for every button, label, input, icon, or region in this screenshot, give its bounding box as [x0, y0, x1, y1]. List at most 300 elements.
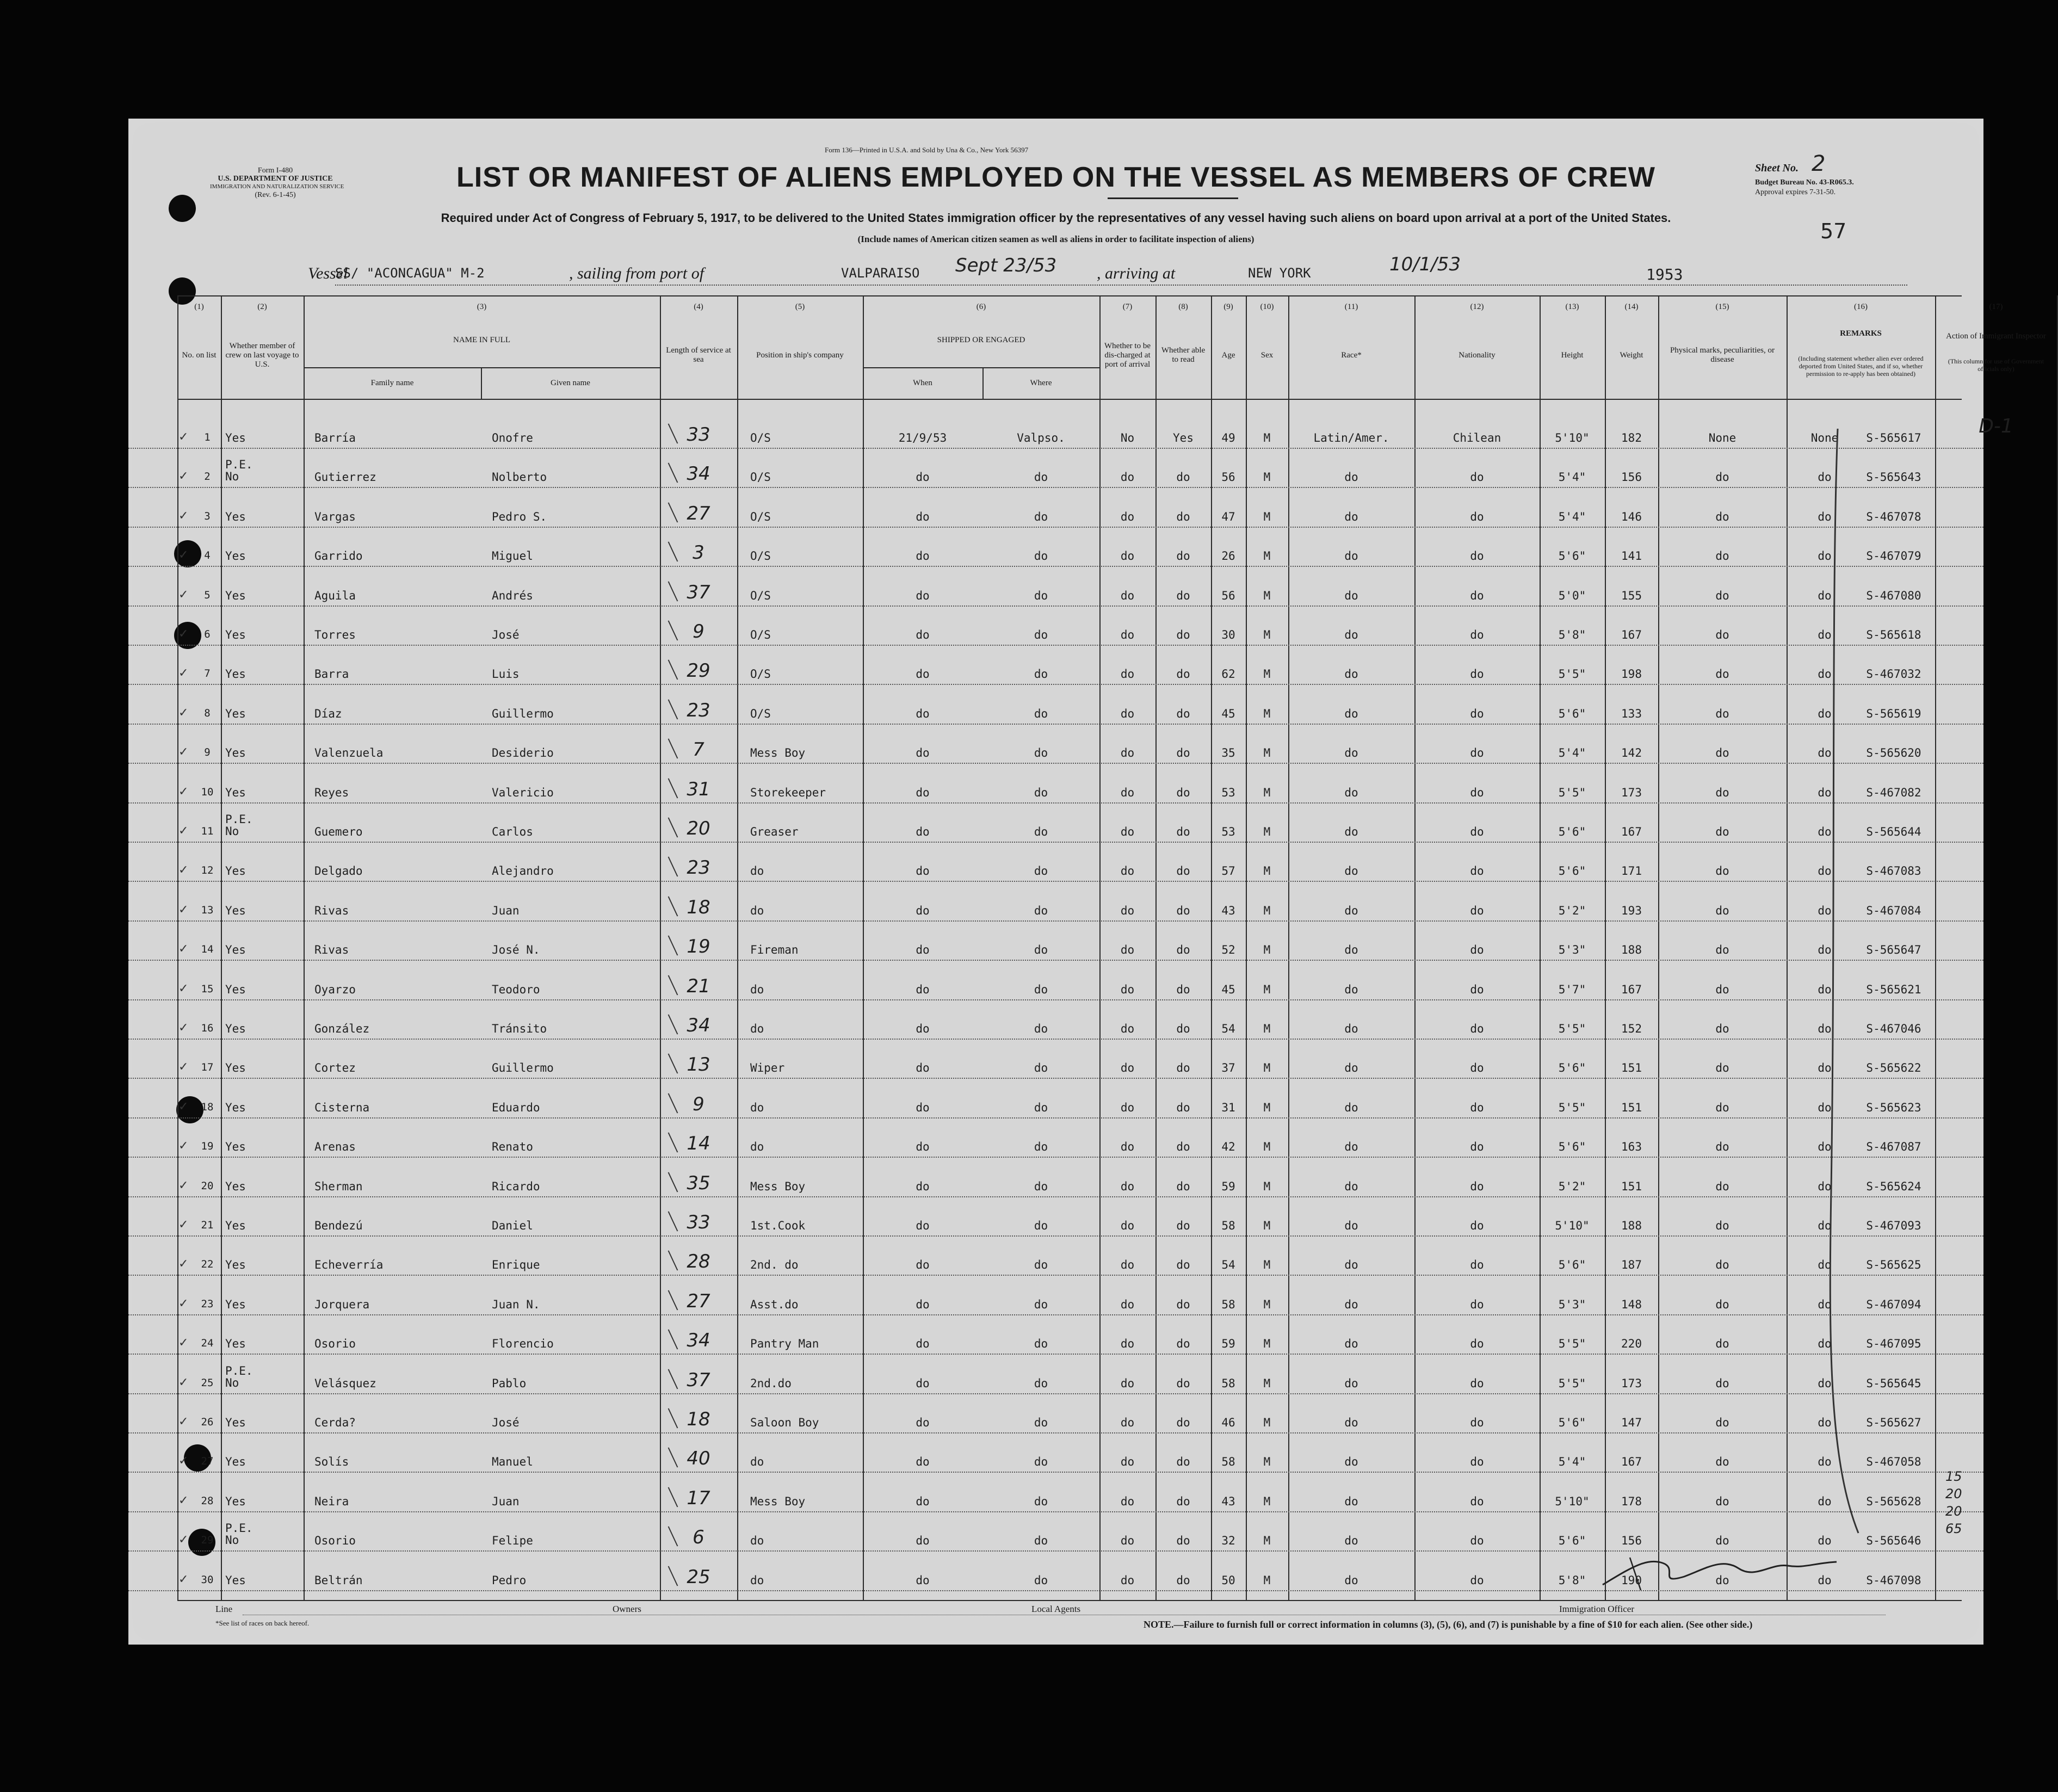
cell-nat: do: [1470, 825, 1484, 838]
table-bottom-border: [177, 1600, 1962, 1601]
cell-height: 5'5": [1558, 1337, 1586, 1351]
cell-when: do: [916, 864, 930, 878]
cell-prev: Yes: [225, 589, 246, 602]
row-number: 29: [201, 1534, 214, 1547]
cell-where: Valpso.: [1017, 431, 1065, 444]
cell-nat: do: [1470, 1140, 1484, 1154]
arriving-port: NEW YORK: [1248, 265, 1311, 281]
cell-sex: M: [1263, 471, 1271, 484]
cell-age: 62: [1221, 668, 1235, 681]
cell-position: do: [750, 1455, 764, 1469]
cell-disch: do: [1120, 471, 1135, 484]
cell-position: Wiper: [750, 1061, 785, 1075]
cell-age: 45: [1221, 982, 1235, 996]
cell-family: Rivas: [314, 904, 349, 917]
row-number: 9: [204, 746, 211, 759]
column-number: (7): [1122, 302, 1133, 311]
cell-height: 5'7": [1558, 982, 1586, 996]
cell-sex: M: [1263, 904, 1271, 917]
row-number: 14: [201, 943, 214, 956]
cell-where: do: [1034, 943, 1048, 957]
cell-when: do: [916, 471, 930, 484]
column-header-11: Race*: [1341, 350, 1362, 360]
cell-nat: do: [1470, 1455, 1484, 1469]
cell-where: do: [1034, 1416, 1048, 1429]
cell-remarks: do: [1818, 549, 1832, 563]
column-header-14: Weight: [1620, 350, 1643, 360]
cell-marks: do: [1715, 471, 1729, 484]
column-number: (17): [1989, 302, 2003, 311]
cell-service: 31: [687, 778, 710, 800]
cell-family: Beltrán: [314, 1573, 363, 1587]
cell-remarks: do: [1818, 1022, 1832, 1035]
row-number: 11: [201, 825, 214, 837]
action-subheader: (This column for use of Government officials only): [1948, 357, 2044, 373]
row-rule: [128, 763, 1983, 764]
cell-read: do: [1176, 982, 1190, 996]
year: 1953: [1646, 265, 1683, 283]
cell-race: do: [1344, 943, 1358, 957]
cell-race: do: [1344, 825, 1358, 838]
cell-race: do: [1344, 864, 1358, 878]
cell-race: do: [1344, 1297, 1358, 1311]
cell-nat: do: [1470, 904, 1484, 917]
cell-cert: S-467084: [1866, 904, 1921, 917]
cell-family: Reyes: [314, 786, 349, 799]
cell-where: do: [1034, 1494, 1048, 1508]
local-agents-label: Local Agents: [1031, 1604, 1081, 1614]
cell-nat: do: [1470, 1061, 1484, 1075]
cell-weight: 171: [1621, 864, 1642, 878]
punch-hole: [169, 277, 196, 305]
cell-marks: do: [1715, 904, 1729, 917]
cell-age: 58: [1221, 1376, 1235, 1390]
cell-family: Torres: [314, 628, 356, 641]
cell-when: do: [916, 510, 930, 523]
cell-weight: 198: [1621, 668, 1642, 681]
cell-prev: Yes: [225, 904, 246, 917]
cell-position: 2nd.do: [750, 1376, 792, 1390]
column-header-3: NAME IN FULL: [453, 336, 510, 344]
cell-service: 34: [687, 463, 710, 485]
cell-age: 35: [1221, 746, 1235, 760]
revision: (Rev. 6-1-45): [255, 191, 296, 199]
row-rule: [128, 920, 1983, 922]
cell-disch: do: [1120, 628, 1135, 641]
cell-read: do: [1176, 904, 1190, 917]
page-title: LIST OR MANIFEST OF ALIENS EMPLOYED ON THE VESSEL AS MEMBERS OF CREW: [456, 162, 1655, 193]
check-mark-icon: ✓: [178, 1572, 189, 1586]
cell-position: do: [750, 1140, 764, 1154]
cell-family: Echeverría: [314, 1258, 384, 1272]
cell-remarks: do: [1818, 471, 1832, 484]
cell-prev: Yes: [225, 431, 246, 444]
cell-race: do: [1344, 549, 1358, 563]
cell-read: do: [1176, 1219, 1190, 1232]
cell-race: do: [1344, 1534, 1358, 1548]
row-rule: [128, 842, 1983, 843]
cell-family: Neira: [314, 1494, 349, 1508]
cell-disch: do: [1120, 825, 1135, 838]
cell-prev: Yes: [225, 786, 246, 799]
cell-marks: do: [1715, 982, 1729, 996]
cell-cert: S-565622: [1866, 1061, 1921, 1075]
cell-given: José: [492, 628, 520, 641]
check-mark-icon: ✓: [178, 1139, 189, 1153]
cell-marks: do: [1715, 1337, 1729, 1351]
column-number: (8): [1178, 302, 1188, 311]
cell-age: 56: [1221, 471, 1235, 484]
cell-where: do: [1034, 1534, 1048, 1548]
cell-height: 5'5": [1558, 786, 1586, 799]
cell-cert: S-467078: [1866, 510, 1921, 523]
row-number: 6: [204, 628, 211, 640]
service: IMMIGRATION AND NATURALIZATION SERVICE: [210, 183, 344, 190]
cell-family: Sherman: [314, 1179, 363, 1193]
column-header-2: Whether member of crew on last voyage to U.S.: [225, 341, 299, 369]
cell-marks: do: [1715, 1534, 1729, 1548]
form-id: Form I-480: [257, 166, 293, 175]
cell-position: O/S: [750, 589, 771, 602]
cell-when: do: [916, 1061, 930, 1075]
manifest-sheet: [128, 119, 2046, 1645]
row-number: 13: [201, 904, 214, 916]
cell-remarks: do: [1818, 1573, 1832, 1587]
cell-remarks: do: [1818, 589, 1832, 602]
cell-when: do: [916, 1534, 930, 1548]
cell-given: Florencio: [492, 1337, 554, 1351]
cell-height: 5'8": [1558, 1573, 1586, 1587]
cell-sex: M: [1263, 1022, 1271, 1035]
cell-nat: do: [1470, 1573, 1484, 1587]
cell-remarks: do: [1818, 1455, 1832, 1469]
row-number: 23: [201, 1297, 214, 1310]
cell-marks: do: [1715, 1455, 1729, 1469]
check-mark-icon: ✓: [178, 1060, 189, 1074]
cell-family: Aguila: [314, 589, 356, 602]
column-number: (4): [694, 302, 703, 311]
cell-sex: M: [1263, 943, 1271, 957]
cell-service: 6: [693, 1527, 704, 1549]
cell-disch: do: [1120, 904, 1135, 917]
row-rule: [128, 999, 1983, 1000]
cell-action: D-1: [1979, 415, 2013, 437]
cell-prev: Yes: [225, 1416, 246, 1429]
cell-when: 21/9/53: [898, 431, 947, 444]
column-header-7: Whether to be dis-charged at port of arrival: [1104, 341, 1151, 369]
cell-given: Teodoro: [492, 982, 540, 996]
line-label: Line: [215, 1604, 233, 1614]
cell-given: Valericio: [492, 786, 554, 799]
cell-age: 47: [1221, 510, 1235, 523]
cell-remarks: do: [1818, 1140, 1832, 1154]
cell-given: Carlos: [492, 825, 533, 838]
cell-sex: M: [1263, 510, 1271, 523]
cell-position: Mess Boy: [750, 746, 806, 760]
check-mark-icon: ✓: [178, 1415, 189, 1429]
row-number: 4: [204, 549, 211, 562]
cell-weight: 178: [1621, 1494, 1642, 1508]
row-number: 28: [201, 1494, 214, 1507]
cell-nat: do: [1470, 864, 1484, 878]
cell-sex: M: [1263, 1416, 1271, 1429]
cell-where: do: [1034, 825, 1048, 838]
cell-family: Delgado: [314, 864, 363, 878]
cell-weight: 151: [1621, 1061, 1642, 1075]
cell-read: do: [1176, 1297, 1190, 1311]
cell-family: Jorquera: [314, 1297, 370, 1311]
cell-cert: S-565645: [1866, 1376, 1921, 1390]
vessel-underline: [335, 285, 1907, 286]
cell-nat: do: [1470, 1534, 1484, 1548]
cell-weight: 187: [1621, 1258, 1642, 1272]
cell-age: 59: [1221, 1337, 1235, 1351]
cell-sex: M: [1263, 1061, 1271, 1075]
column-header-15: Physical marks, peculiarities, or disease: [1670, 346, 1775, 364]
cell-when: do: [916, 1337, 930, 1351]
cell-read: do: [1176, 549, 1190, 563]
cell-height: 5'4": [1558, 1455, 1586, 1469]
cell-family: Vargas: [314, 510, 356, 523]
cell-family: Valenzuela: [314, 746, 384, 760]
cell-weight: 133: [1621, 707, 1642, 720]
row-rule: [128, 1117, 1983, 1119]
cell-disch: do: [1120, 510, 1135, 523]
cell-height: 5'0": [1558, 589, 1586, 602]
check-mark-icon: ✓: [178, 1021, 189, 1035]
department: U.S. DEPARTMENT OF JUSTICE: [218, 175, 333, 183]
cell-prev: P.E. No: [225, 813, 253, 838]
cell-age: 58: [1221, 1219, 1235, 1232]
cell-nat: do: [1470, 471, 1484, 484]
cell-race: do: [1344, 510, 1358, 523]
cell-disch: do: [1120, 589, 1135, 602]
cell-read: do: [1176, 825, 1190, 838]
cell-cert: S-467058: [1866, 1455, 1921, 1469]
cell-read: do: [1176, 1337, 1190, 1351]
cell-when: do: [916, 668, 930, 681]
check-mark-icon: ✓: [178, 1533, 189, 1547]
cell-race: do: [1344, 1140, 1358, 1154]
cell-service: 7: [693, 739, 704, 761]
cell-disch: do: [1120, 1219, 1135, 1232]
cell-given: Tránsito: [492, 1022, 547, 1035]
cell-where: do: [1034, 628, 1048, 641]
check-mark-icon: ✓: [178, 1257, 189, 1271]
cell-cert: S-565619: [1866, 707, 1921, 720]
cell-height: 5'6": [1558, 1061, 1586, 1075]
cell-when: do: [916, 746, 930, 760]
cell-given: Juan N.: [492, 1297, 540, 1311]
row-rule: [128, 1472, 1983, 1473]
cell-remarks: None: [1810, 431, 1839, 444]
cell-cert: S-565618: [1866, 628, 1921, 641]
cell-weight: 167: [1621, 628, 1642, 641]
cell-marks: do: [1715, 825, 1729, 838]
cell-given: Guillermo: [492, 707, 554, 720]
cell-given: Daniel: [492, 1219, 533, 1232]
cell-family: Guemero: [314, 825, 363, 838]
cell-nat: Chilean: [1453, 431, 1501, 444]
cell-family: Cerda?: [314, 1416, 356, 1429]
cell-given: José N.: [492, 943, 540, 957]
cell-when: do: [916, 1416, 930, 1429]
arrival-date-handwritten: 10/1/53: [1389, 254, 1461, 275]
cell-age: 31: [1221, 1101, 1235, 1114]
cell-service: 17: [687, 1487, 710, 1509]
title-underline: [1108, 197, 1238, 199]
cell-height: 5'2": [1558, 904, 1586, 917]
cell-where: do: [1034, 864, 1048, 878]
cell-cert: S-467093: [1866, 1219, 1921, 1232]
cell-where: do: [1034, 1573, 1048, 1587]
cell-read: do: [1176, 471, 1190, 484]
cell-position: Mess Boy: [750, 1494, 806, 1508]
cell-read: do: [1176, 589, 1190, 602]
cell-where: do: [1034, 1219, 1048, 1232]
cell-sex: M: [1263, 864, 1271, 878]
cell-disch: do: [1120, 1534, 1135, 1548]
cell-family: Díaz: [314, 707, 342, 720]
owners-label: Owners: [613, 1604, 641, 1614]
column-header-13: Height: [1561, 350, 1584, 360]
cell-when: do: [916, 1455, 930, 1469]
column-header-16: REMARKS: [1840, 329, 1882, 338]
cell-position: do: [750, 982, 764, 996]
column-header-17: Action of Immigrant Inspector: [1946, 331, 2046, 341]
cell-nat: do: [1470, 1101, 1484, 1114]
cell-position: O/S: [750, 549, 771, 563]
cell-read: do: [1176, 1455, 1190, 1469]
row-rule: [128, 1314, 1983, 1315]
cell-given: Alejandro: [492, 864, 554, 878]
cell-remarks: do: [1818, 786, 1832, 799]
row-rule: [128, 1157, 1983, 1158]
cell-height: 5'4": [1558, 471, 1586, 484]
cell-given: Pablo: [492, 1376, 527, 1390]
cell-given: Renato: [492, 1140, 533, 1154]
row-rule: [128, 566, 1983, 567]
cell-marks: do: [1715, 668, 1729, 681]
races-note: *See list of races on back hereof.: [215, 1619, 310, 1627]
cell-given: Guillermo: [492, 1061, 554, 1075]
approval-expires: Approval expires 7-31-50.: [1755, 188, 1836, 196]
cell-cert: S-467046: [1866, 1022, 1921, 1035]
check-mark-icon: ✓: [178, 509, 189, 523]
cell-where: do: [1034, 589, 1048, 602]
cell-disch: do: [1120, 1376, 1135, 1390]
budget-bureau: Budget Bureau No. 43-R065.3.: [1755, 178, 1854, 187]
cell-remarks: do: [1818, 1297, 1832, 1311]
cell-height: 5'10": [1555, 431, 1590, 444]
cell-when: do: [916, 1258, 930, 1272]
cell-remarks: do: [1818, 1101, 1832, 1114]
column-number: (5): [795, 302, 805, 311]
cell-weight: 167: [1621, 982, 1642, 996]
cell-service: 3: [693, 542, 704, 564]
cell-disch: do: [1120, 1455, 1135, 1469]
cell-read: do: [1176, 1022, 1190, 1035]
cell-remarks: do: [1818, 746, 1832, 760]
cell-weight: 146: [1621, 510, 1642, 523]
cell-prev: Yes: [225, 1297, 246, 1311]
row-rule: [128, 1275, 1983, 1276]
cell-read: do: [1176, 1179, 1190, 1193]
cell-where: do: [1034, 1179, 1048, 1193]
cell-read: do: [1176, 1534, 1190, 1548]
cell-given: Eduardo: [492, 1101, 540, 1114]
cell-prev: Yes: [225, 1573, 246, 1587]
cell-race: Latin/Amer.: [1313, 431, 1389, 444]
cell-where: do: [1034, 1337, 1048, 1351]
row-rule: [128, 802, 1983, 804]
cell-disch: do: [1120, 786, 1135, 799]
cell-remarks: do: [1818, 1061, 1832, 1075]
cell-prev: Yes: [225, 1258, 246, 1272]
column-number: (15): [1715, 302, 1729, 311]
cell-prev: Yes: [225, 549, 246, 563]
row-number: 21: [201, 1219, 214, 1231]
cell-when: do: [916, 825, 930, 838]
column-header-family-name: Family name: [370, 378, 414, 387]
cell-position: Asst.do: [750, 1297, 799, 1311]
cell-remarks: do: [1818, 864, 1832, 878]
cell-disch: do: [1120, 864, 1135, 878]
row-number: 15: [201, 982, 214, 995]
row-rule: [128, 1511, 1983, 1512]
check-mark-icon: ✓: [178, 627, 189, 641]
cell-given: Enrique: [492, 1258, 540, 1272]
cell-remarks: do: [1818, 904, 1832, 917]
cell-prev: P.E. No: [225, 458, 253, 484]
cell-race: do: [1344, 1416, 1358, 1429]
cell-service: 40: [687, 1448, 710, 1470]
cell-given: Onofre: [492, 431, 533, 444]
cell-sex: M: [1263, 1258, 1271, 1272]
row-rule: [128, 487, 1983, 488]
fine-note: NOTE.—Failure to furnish full or correct information in columns (3), (5), (6), and (7) is punishable by a fine of $10 for each alien. (See other side.): [1144, 1619, 1753, 1630]
cell-marks: do: [1715, 1573, 1729, 1587]
cell-cert: S-565624: [1866, 1179, 1921, 1193]
cell-marks: do: [1715, 1022, 1729, 1035]
cell-weight: 182: [1621, 431, 1642, 444]
cell-age: 58: [1221, 1455, 1235, 1469]
cell-when: do: [916, 1140, 930, 1154]
cell-when: do: [916, 549, 930, 563]
cell-age: 50: [1221, 1573, 1235, 1587]
cell-height: 5'6": [1558, 1140, 1586, 1154]
cell-marks: do: [1715, 786, 1729, 799]
cell-cert: S-467087: [1866, 1140, 1921, 1154]
cell-read: do: [1176, 1258, 1190, 1272]
check-mark-icon: ✓: [178, 745, 189, 759]
cell-disch: No: [1120, 431, 1135, 444]
cell-read: do: [1176, 1573, 1190, 1587]
cell-where: do: [1034, 1455, 1048, 1469]
immigration-officer-label: Immigration Officer: [1559, 1604, 1635, 1614]
cell-where: do: [1034, 1258, 1048, 1272]
row-number: 20: [201, 1179, 214, 1192]
check-mark-icon: ✓: [178, 981, 189, 996]
row-number: 1: [204, 431, 211, 443]
cell-read: do: [1176, 668, 1190, 681]
cell-race: do: [1344, 707, 1358, 720]
cell-position: do: [750, 864, 764, 878]
cell-position: Mess Boy: [750, 1179, 806, 1193]
cell-marks: do: [1715, 1101, 1729, 1114]
cell-nat: do: [1470, 1179, 1484, 1193]
cell-position: do: [750, 904, 764, 917]
